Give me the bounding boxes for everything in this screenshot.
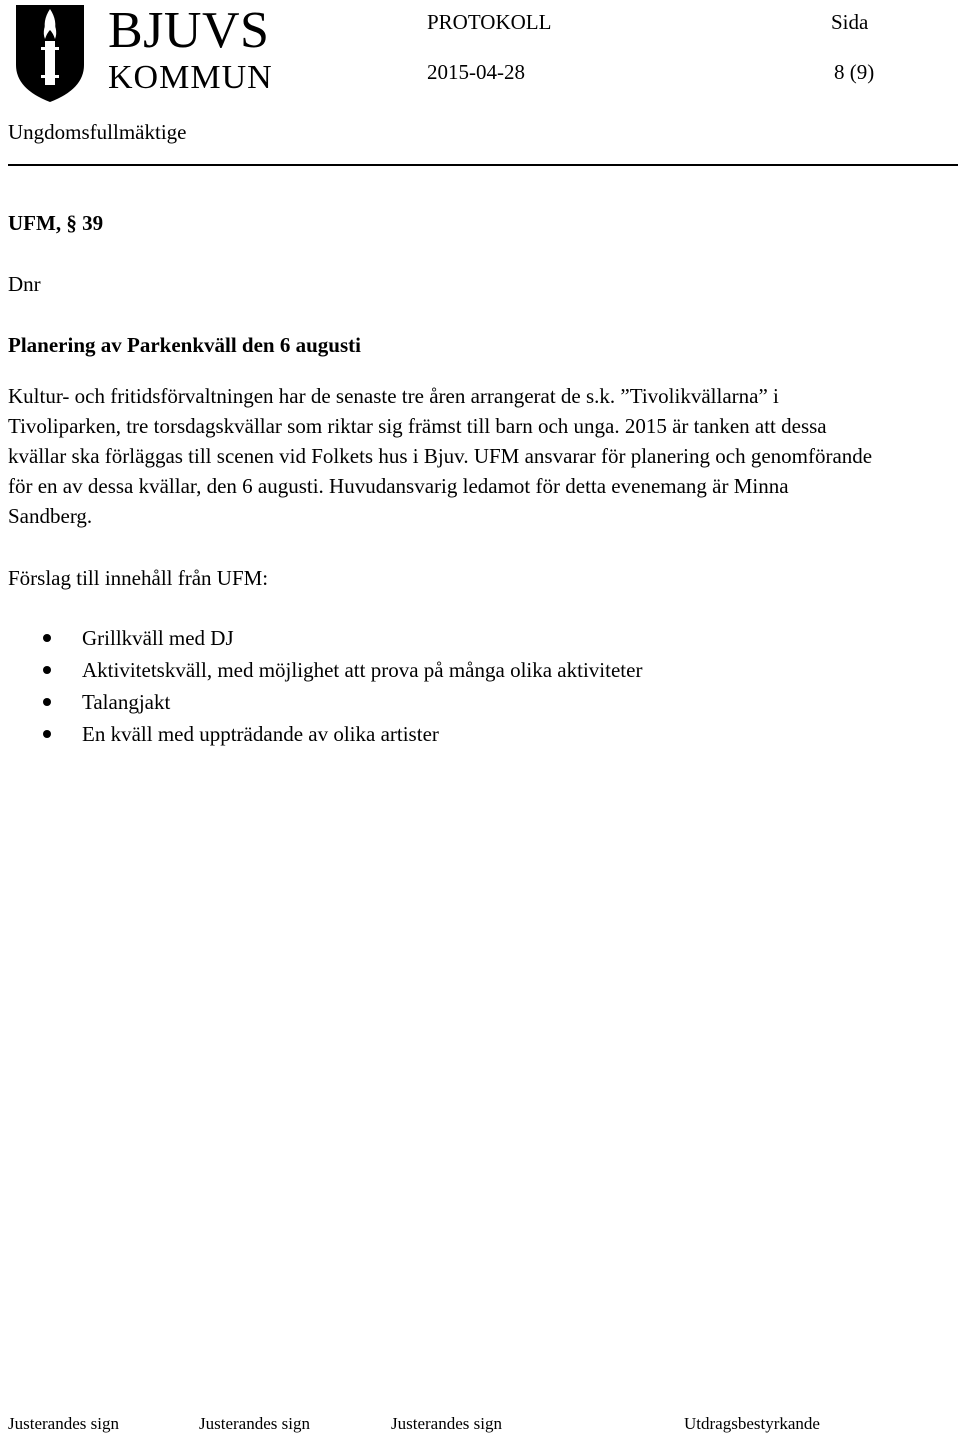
meeting-date: 2015-04-28 xyxy=(427,60,525,84)
subject-heading: Planering av Parkenkväll den 6 augusti xyxy=(8,333,361,357)
logo-wordmark-line2: KOMMUN xyxy=(108,59,273,96)
dnr-label: Dnr xyxy=(8,272,41,296)
section-title: UFM, § 39 xyxy=(8,211,104,235)
page-number: 8 (9) xyxy=(834,60,875,84)
list-item-text: Talangjakt xyxy=(82,690,171,714)
body-paragraph xyxy=(8,381,953,531)
organisation-name: Ungdomsfullmäktige xyxy=(8,120,187,144)
footer-certification: Utdragsbestyrkande xyxy=(684,1414,820,1433)
paragraph-line: kvällar ska förläggas till scenen vid Folkets hus i Bjuv. UFM ansvarar för planering och genomförande xyxy=(8,444,873,468)
municipality-logo xyxy=(14,3,274,105)
footer-sign-2: Justerandes sign xyxy=(199,1414,310,1433)
bullet-icon xyxy=(43,666,51,674)
paragraph-line: Tivoliparken, tre torsdagskvällar som riktar sig främst till barn och unga. 2015 är tanken att dessa xyxy=(8,414,827,438)
footer-sign-3: Justerandes sign xyxy=(391,1414,502,1433)
torch-emblem-icon xyxy=(14,3,86,103)
footer-sign-1: Justerandes sign xyxy=(8,1414,119,1433)
proposal-intro: Förslag till innehåll från UFM: xyxy=(8,566,269,590)
paragraph-line: Kultur- och fritidsförvaltningen har de senaste tre åren arrangerat de s.k. ”Tivolikvällarna” i xyxy=(8,384,779,408)
document-type: PROTOKOLL xyxy=(427,10,552,34)
list-item-text: En kväll med uppträdande av olika artister xyxy=(82,722,439,746)
bullet-icon xyxy=(43,698,51,706)
list-item-text: Grillkväll med DJ xyxy=(82,626,234,650)
page-label: Sida xyxy=(831,10,869,34)
paragraph-line: för en av dessa kvällar, den 6 augusti. Huvudansvarig ledamot för detta evenemang är Minna xyxy=(8,474,789,498)
bullet-icon xyxy=(43,634,51,642)
bullet-icon xyxy=(43,730,51,738)
paragraph-line: Sandberg. xyxy=(8,504,93,528)
logo-wordmark-line1: BJUVS xyxy=(108,2,270,59)
header-divider xyxy=(8,164,958,166)
list-item-text: Aktivitetskväll, med möjlighet att prova på många olika aktiviteter xyxy=(82,658,643,682)
